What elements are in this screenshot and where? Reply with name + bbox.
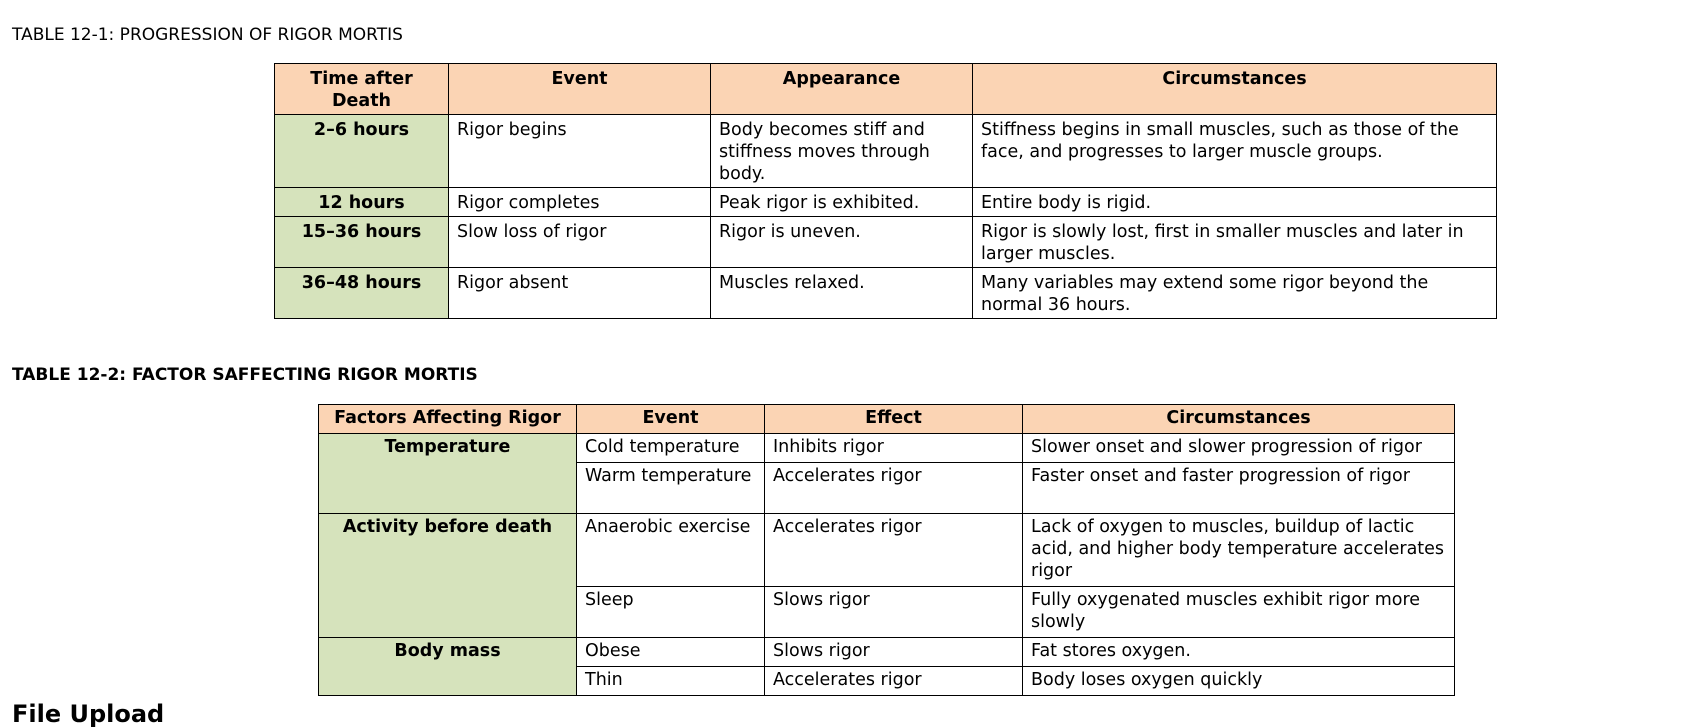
row-effect: Accelerates rigor xyxy=(765,514,1023,587)
table-row xyxy=(319,638,1455,667)
row-appearance: Rigor is uneven. xyxy=(711,217,973,268)
row-time: 2–6 hours xyxy=(275,115,449,188)
row-circumstances: Entire body is rigid. xyxy=(973,188,1497,217)
row-circumstances: Lack of oxygen to muscles, buildup of lactic acid, and higher body temperature accelerates rigor xyxy=(1023,514,1455,587)
row-circumstances: Faster onset and faster progression of rigor xyxy=(1023,463,1455,514)
row-event: Warm temperature xyxy=(577,463,765,514)
row-time: 15–36 hours xyxy=(275,217,449,268)
header-time-after-death: Time after Death xyxy=(275,64,449,115)
row-appearance: Body becomes stiff and stiffness moves through body. xyxy=(711,115,973,188)
row-time: 12 hours xyxy=(275,188,449,217)
row-effect: Accelerates rigor xyxy=(765,463,1023,514)
factor-body-mass: Body mass xyxy=(319,638,577,696)
row-event: Cold temperature xyxy=(577,434,765,463)
row-circumstances: Stiffness begins in small muscles, such as those of the face, and progresses to larger muscle groups. xyxy=(973,115,1497,188)
file-upload-heading: File Upload xyxy=(12,700,165,728)
table-row xyxy=(319,514,1455,587)
row-circumstances: Fully oxygenated muscles exhibit rigor more slowly xyxy=(1023,587,1455,638)
row-effect: Slows rigor xyxy=(765,638,1023,667)
row-event: Rigor absent xyxy=(449,268,711,319)
header-event: Event xyxy=(449,64,711,115)
header-event: Event xyxy=(577,405,765,434)
row-circumstances: Many variables may extend some rigor beyond the normal 36 hours. xyxy=(973,268,1497,319)
row-circumstances: Slower onset and slower progression of rigor xyxy=(1023,434,1455,463)
row-effect: Inhibits rigor xyxy=(765,434,1023,463)
header-factors: Factors Affecting Rigor xyxy=(319,405,577,434)
table-12-1-caption: TABLE 12-1: PROGRESSION OF RIGOR MORTIS xyxy=(12,25,403,45)
table-row xyxy=(275,217,1497,268)
row-appearance: Muscles relaxed. xyxy=(711,268,973,319)
row-event: Sleep xyxy=(577,587,765,638)
table-row xyxy=(319,434,1455,463)
row-effect: Accelerates rigor xyxy=(765,667,1023,696)
table-12-2-caption: TABLE 12-2: FACTOR SAFFECTING RIGOR MORTIS xyxy=(12,365,478,385)
rigor-factors-table xyxy=(318,404,1455,696)
row-event: Anaerobic exercise xyxy=(577,514,765,587)
table-row xyxy=(275,188,1497,217)
row-circumstances: Body loses oxygen quickly xyxy=(1023,667,1455,696)
row-circumstances: Fat stores oxygen. xyxy=(1023,638,1455,667)
row-event: Obese xyxy=(577,638,765,667)
table-row xyxy=(275,115,1497,188)
table-header-row xyxy=(319,405,1455,434)
header-effect: Effect xyxy=(765,405,1023,434)
table-header-row xyxy=(275,64,1497,115)
header-circumstances: Circumstances xyxy=(973,64,1497,115)
rigor-progression-table xyxy=(274,63,1497,319)
row-event: Thin xyxy=(577,667,765,696)
row-time: 36–48 hours xyxy=(275,268,449,319)
row-circumstances: Rigor is slowly lost, first in smaller muscles and later in larger muscles. xyxy=(973,217,1497,268)
row-effect: Slows rigor xyxy=(765,587,1023,638)
header-circumstances: Circumstances xyxy=(1023,405,1455,434)
factor-activity-before-death: Activity before death xyxy=(319,514,577,638)
row-event: Slow loss of rigor xyxy=(449,217,711,268)
row-appearance: Peak rigor is exhibited. xyxy=(711,188,973,217)
row-event: Rigor begins xyxy=(449,115,711,188)
factor-temperature: Temperature xyxy=(319,434,577,514)
header-appearance: Appearance xyxy=(711,64,973,115)
row-event: Rigor completes xyxy=(449,188,711,217)
table-row xyxy=(275,268,1497,319)
